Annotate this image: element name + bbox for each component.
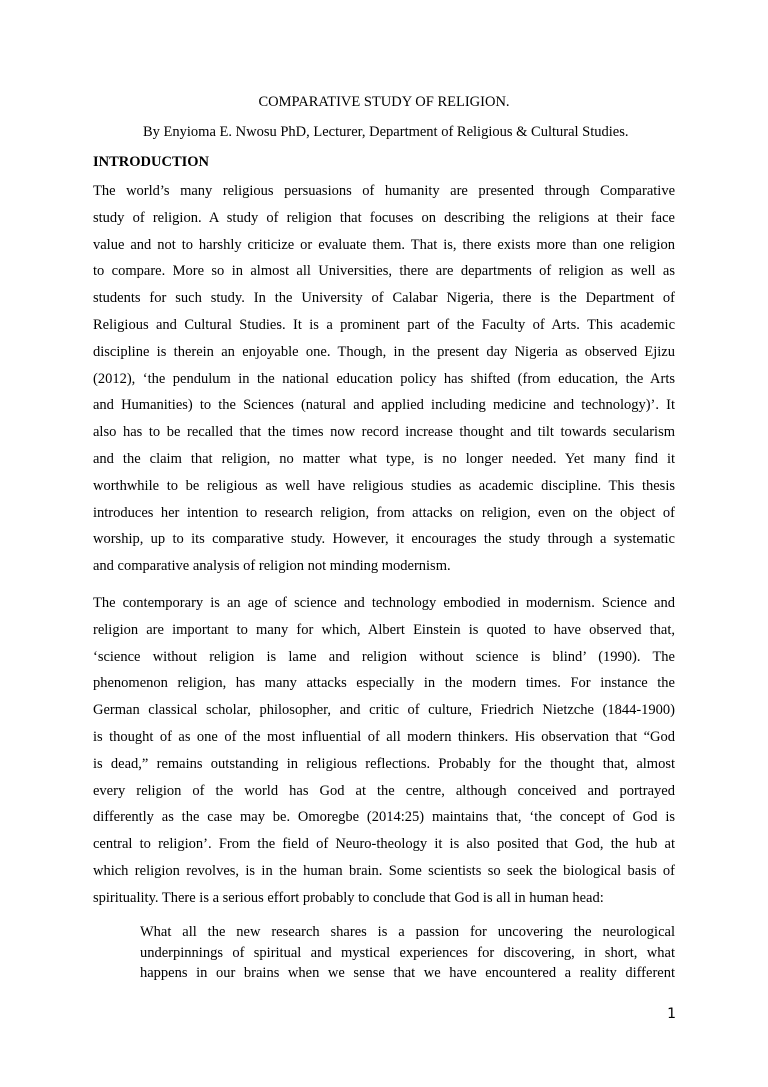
paragraph-line: worthwhile to be religious as well have religious studies as academic discipline. This thesis [93,477,675,494]
paragraph-line: differently as the case may be. Omoregbe (2014:25) maintains that, ‘the concept of God is [93,809,675,826]
paragraph-line: and Humanities) to the Sciences (natural and applied including medicine and technology)’. It [93,397,675,414]
paragraph-contemporary [93,590,675,912]
paragraph-line: to compare. More so in almost all Universities, there are departments of religion as well as [93,263,675,280]
paragraph-line: discipline is therein an enjoyable one. Though, in the present day Nigeria as observed Ejizu [93,343,675,360]
paragraph-line: central to religion’. From the field of Neuro-theology it is also posited that God, the hub at [93,836,675,853]
section-heading: INTRODUCTION [93,154,210,170]
paragraph-line: also has to be recalled that the times now record increase thought and tilt towards secularism [93,424,675,441]
paragraph-line: Religious and Cultural Studies. It is a prominent part of the Faculty of Arts. This academic [93,316,675,333]
paragraph-line: religion are important to many for which, Albert Einstein is quoted to have observed that, [93,621,675,638]
document-title: COMPARATIVE STUDY OF RELIGION. [258,94,510,110]
block-quote [140,922,675,984]
paragraph-line: study of religion. A study of religion that focuses on describing the religions at their face [93,209,675,226]
paragraph-line: is thought of as one of the most influential of all modern thinkers. His observation that “God [93,728,675,745]
paragraph-line: and comparative analysis of religion not minding modernism. [93,558,451,575]
quote-line: What all the new research shares is a passion for uncovering the neurological [140,924,675,940]
paragraph-line: phenomenon religion, has many attacks especially in the modern times. For instance the [93,675,675,692]
quote-line: underpinnings of spiritual and mystical experiences for discovering, in short, what [140,944,675,961]
paragraph-line: every religion of the world has God at the centre, although conceived and portrayed [93,782,675,799]
paragraph-introduction [93,178,675,580]
paragraph-line: is dead,” remains outstanding in religious reflections. Probably for the thought that, almost [93,755,675,772]
paragraph-line: spirituality. There is a serious effort probably to conclude that God is all in human head: [93,889,604,906]
page-number: 1 [667,1006,676,1022]
paragraph-line: ‘science without religion is lame and religion without science is blind’ (1990). The [93,648,675,665]
paragraph-line: worship, up to its comparative study. However, it encourages the study through a systematic [93,531,675,548]
author-byline: By Enyioma E. Nwosu PhD, Lecturer, Department of Religious & Cultural Studies. [143,124,629,140]
paragraph-line: (2012), ‘the pendulum in the national education policy has shifted (from education, the Arts [93,370,675,387]
quote-line: happens in our brains when we sense that we have encountered a reality different [140,965,675,981]
paragraph-line: which religion revolves, is in the human brain. Some scientists so seek the biological basis of [93,862,675,879]
paragraph-line: introduces her intention to research religion, from attacks on religion, even on the object of [93,504,675,521]
paragraph-line: The world’s many religious persuasions of humanity are presented through Comparative [93,183,675,199]
paragraph-line: The contemporary is an age of science and technology embodied in modernism. Science and [93,595,675,611]
paragraph-line: and the claim that religion, no matter what type, is no longer needed. Yet many find it [93,450,675,467]
paragraph-line: German classical scholar, philosopher, and critic of culture, Friedrich Nietzche (1844-1900) [93,702,675,719]
paragraph-line: value and not to harshly criticize or evaluate them. That is, there exists more than one religion [93,236,675,253]
paragraph-line: students for such study. In the University of Calabar Nigeria, there is the Department of [93,290,675,307]
